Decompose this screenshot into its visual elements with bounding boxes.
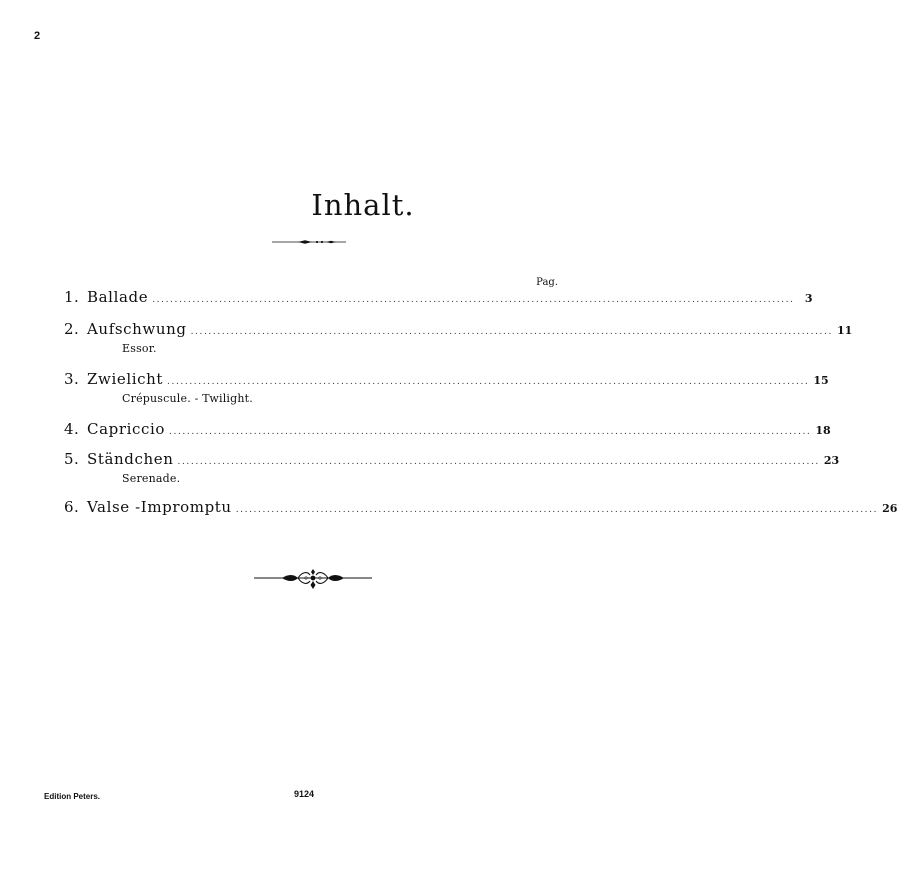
- page-column-label: Pag.: [536, 277, 558, 288]
- page-title: Inhalt.: [311, 188, 415, 222]
- toc-entry-ballade[interactable]: [64, 288, 813, 312]
- publisher-name: Edition Peters.: [44, 792, 101, 801]
- toc-entry-page: 15: [813, 374, 829, 387]
- toc-entry-title: Zwielicht: [87, 370, 164, 388]
- toc-leader-dots: ................................................................................................................................................: [190, 327, 833, 337]
- toc-entry-number: 2.: [64, 320, 80, 338]
- toc-entry-page: 26: [882, 502, 897, 515]
- toc-entry-page: 23: [823, 454, 840, 467]
- toc-entry-title: Capriccio: [87, 420, 166, 438]
- toc-entry-subtitle: Essor.: [122, 342, 157, 355]
- toc-entry-title: Aufschwung: [87, 320, 187, 338]
- toc-entry-subtitle: Serenade.: [122, 472, 181, 485]
- decorative-ornament: [254, 566, 372, 592]
- toc-entry-subtitle: Crépuscule. - Twilight.: [122, 392, 253, 405]
- title-divider: [272, 238, 346, 246]
- toc-entry-page: 3: [804, 292, 813, 305]
- toc-leader-dots: ................................................................................................................................................: [152, 295, 795, 305]
- toc-entry-page: 18: [815, 424, 831, 437]
- toc-entry-capriccio[interactable]: [64, 420, 831, 442]
- toc-entry-number: 5.: [64, 450, 80, 468]
- toc-entry-number: 1.: [64, 288, 80, 306]
- toc-entry-title: Ballade: [87, 288, 149, 306]
- page-number: 2: [34, 30, 41, 42]
- toc-entry-staendchen[interactable]: [64, 450, 840, 488]
- plate-number: 9124: [294, 789, 315, 799]
- toc-entry-number: 3.: [64, 370, 80, 388]
- toc-entry-number: 4.: [64, 420, 80, 438]
- toc-entry-valse-impromptu[interactable]: [64, 498, 897, 520]
- toc-entry-aufschwung[interactable]: [64, 320, 853, 358]
- toc-leader-dots: ................................................................................................................................................: [167, 377, 810, 387]
- toc-entry-title: Ständchen: [87, 450, 174, 468]
- toc-entry-title: Valse -Impromptu: [87, 498, 232, 516]
- toc-entry-number: 6.: [64, 498, 80, 516]
- toc-entry-page: 11: [836, 324, 853, 337]
- toc-leader-dots: ................................................................................................................................................: [235, 505, 879, 515]
- table-of-contents: [64, 288, 897, 520]
- toc-entry-zwielicht[interactable]: [64, 370, 829, 408]
- toc-leader-dots: ................................................................................................................................................: [177, 457, 820, 467]
- toc-leader-dots: ................................................................................................................................................: [169, 427, 812, 437]
